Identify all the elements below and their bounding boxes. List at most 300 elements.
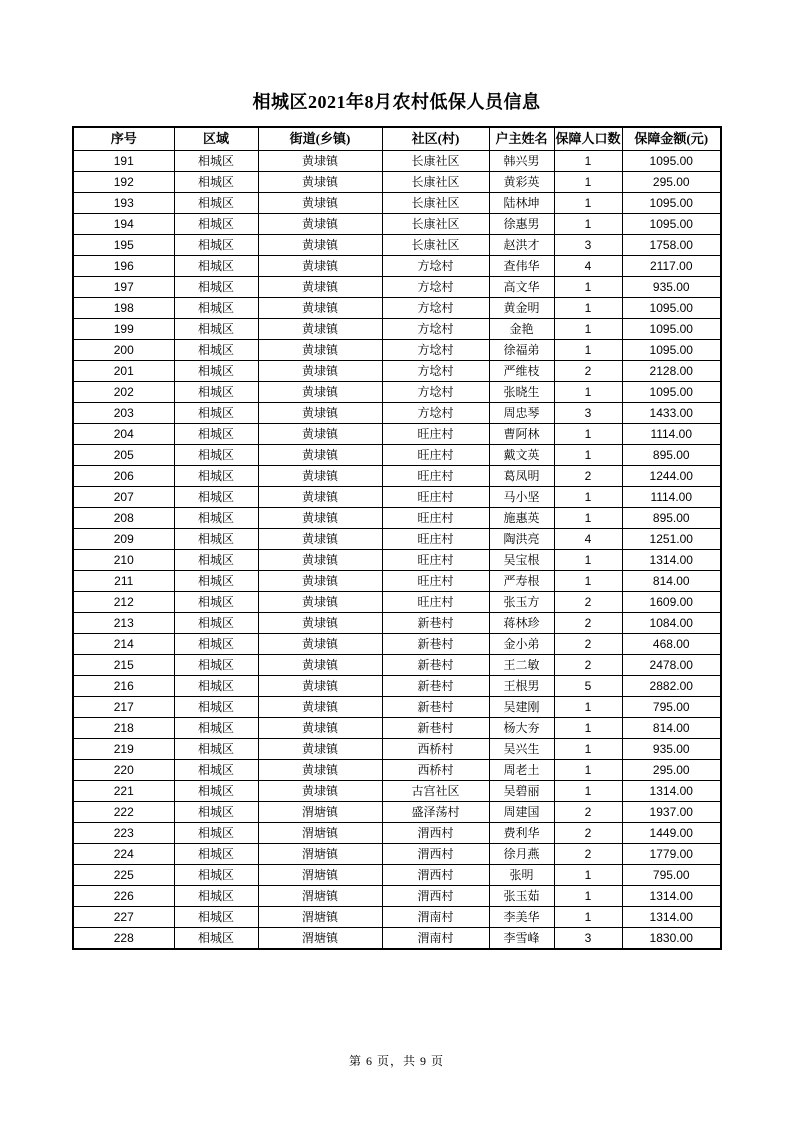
- table-cell: 2: [554, 613, 622, 634]
- table-cell: 相城区: [174, 277, 258, 298]
- table-cell: 相城区: [174, 613, 258, 634]
- table-row: [73, 571, 721, 592]
- table-cell: 1433.00: [622, 403, 721, 424]
- table-cell: 相城区: [174, 634, 258, 655]
- table-cell: 2478.00: [622, 655, 721, 676]
- table-cell: 1: [554, 907, 622, 928]
- table-cell: 220: [73, 760, 174, 781]
- table-cell: 200: [73, 340, 174, 361]
- table-cell: 2882.00: [622, 676, 721, 697]
- table-cell: 1: [554, 319, 622, 340]
- table-cell: 相城区: [174, 193, 258, 214]
- table-row: [73, 466, 721, 487]
- table-cell: 查伟华: [489, 256, 554, 277]
- table-row: [73, 844, 721, 865]
- table-cell: 渭塘镇: [258, 802, 382, 823]
- table-cell: 1095.00: [622, 214, 721, 235]
- table-cell: 王二敏: [489, 655, 554, 676]
- table-cell: 203: [73, 403, 174, 424]
- table-cell: 198: [73, 298, 174, 319]
- table-cell: 193: [73, 193, 174, 214]
- column-header-covered-population: 保障人口数: [554, 127, 622, 151]
- table-cell: 黄埭镇: [258, 298, 382, 319]
- table-cell: 相城区: [174, 487, 258, 508]
- table-row: [73, 487, 721, 508]
- table-row: [73, 172, 721, 193]
- table-row: [73, 865, 721, 886]
- table-row: [73, 928, 721, 950]
- table-cell: 相城区: [174, 550, 258, 571]
- table-row: [73, 907, 721, 928]
- table-row: [73, 781, 721, 802]
- table-row: [73, 235, 721, 256]
- table-cell: 黄埭镇: [258, 508, 382, 529]
- table-cell: 蒋林珍: [489, 613, 554, 634]
- table-cell: 黄埭镇: [258, 214, 382, 235]
- table-cell: 相城区: [174, 718, 258, 739]
- table-row: [73, 424, 721, 445]
- table-cell: 费利华: [489, 823, 554, 844]
- table-cell: 1: [554, 382, 622, 403]
- table-cell: 旺庄村: [382, 550, 489, 571]
- table-cell: 1830.00: [622, 928, 721, 950]
- table-cell: 长康社区: [382, 193, 489, 214]
- table-cell: 吴建刚: [489, 697, 554, 718]
- table-cell: 戴文英: [489, 445, 554, 466]
- table-cell: 新巷村: [382, 613, 489, 634]
- table-cell: 旺庄村: [382, 445, 489, 466]
- table-cell: 210: [73, 550, 174, 571]
- table-row: [73, 802, 721, 823]
- table-cell: 黄埭镇: [258, 340, 382, 361]
- table-cell: 1: [554, 424, 622, 445]
- table-cell: 相城区: [174, 928, 258, 950]
- table-cell: 217: [73, 697, 174, 718]
- table-cell: 相城区: [174, 466, 258, 487]
- table-cell: 1: [554, 277, 622, 298]
- table-cell: 相城区: [174, 172, 258, 193]
- column-header-village: 社区(村): [382, 127, 489, 151]
- column-header-town: 街道(乡镇): [258, 127, 382, 151]
- table-cell: 895.00: [622, 445, 721, 466]
- table-cell: 1314.00: [622, 886, 721, 907]
- table-cell: 陶洪亮: [489, 529, 554, 550]
- table-cell: 1095.00: [622, 193, 721, 214]
- table-cell: 西桥村: [382, 760, 489, 781]
- table-cell: 1937.00: [622, 802, 721, 823]
- table-row: [73, 319, 721, 340]
- table-cell: 1: [554, 697, 622, 718]
- table-cell: 杨大夯: [489, 718, 554, 739]
- table-cell: 黄埭镇: [258, 571, 382, 592]
- table-cell: 1: [554, 718, 622, 739]
- table-cell: 1114.00: [622, 487, 721, 508]
- table-cell: 吴宝根: [489, 550, 554, 571]
- table-cell: 黄埭镇: [258, 193, 382, 214]
- table-cell: 2: [554, 844, 622, 865]
- table-cell: 黄埭镇: [258, 361, 382, 382]
- table-cell: 盛泽荡村: [382, 802, 489, 823]
- table-cell: 黄埭镇: [258, 151, 382, 172]
- table-cell: 相城区: [174, 508, 258, 529]
- table-cell: 黄埭镇: [258, 676, 382, 697]
- table-row: [73, 298, 721, 319]
- table-cell: 张明: [489, 865, 554, 886]
- table-cell: 新巷村: [382, 718, 489, 739]
- table-cell: 895.00: [622, 508, 721, 529]
- table-row: [73, 634, 721, 655]
- table-cell: 严维枝: [489, 361, 554, 382]
- page-title: 相城区2021年8月农村低保人员信息: [252, 92, 541, 112]
- table-cell: 黄埭镇: [258, 592, 382, 613]
- table-cell: 长康社区: [382, 151, 489, 172]
- table-cell: 周忠琴: [489, 403, 554, 424]
- table-cell: 李美华: [489, 907, 554, 928]
- table-cell: 1: [554, 571, 622, 592]
- table-cell: 王根男: [489, 676, 554, 697]
- table-cell: 1: [554, 550, 622, 571]
- table-cell: 吴碧丽: [489, 781, 554, 802]
- table-cell: 渭塘镇: [258, 823, 382, 844]
- table-cell: 方埝村: [382, 277, 489, 298]
- table-cell: 224: [73, 844, 174, 865]
- table-cell: 204: [73, 424, 174, 445]
- table-header-row: [73, 127, 721, 151]
- table-cell: 张玉茹: [489, 886, 554, 907]
- table-cell: 黄埭镇: [258, 277, 382, 298]
- table-cell: 旺庄村: [382, 424, 489, 445]
- table-cell: 1: [554, 340, 622, 361]
- table-cell: 1449.00: [622, 823, 721, 844]
- table-row: [73, 340, 721, 361]
- table-row: [73, 592, 721, 613]
- table-cell: 金艳: [489, 319, 554, 340]
- table-row: [73, 214, 721, 235]
- table-cell: 相城区: [174, 844, 258, 865]
- table-cell: 黄埭镇: [258, 697, 382, 718]
- table-cell: 曹阿林: [489, 424, 554, 445]
- table-cell: 相城区: [174, 865, 258, 886]
- table-cell: 1095.00: [622, 319, 721, 340]
- table-row: [73, 697, 721, 718]
- table-cell: 1: [554, 151, 622, 172]
- table-cell: 新巷村: [382, 676, 489, 697]
- table-cell: 2: [554, 655, 622, 676]
- table-cell: 216: [73, 676, 174, 697]
- table-cell: 1095.00: [622, 382, 721, 403]
- table-cell: 1609.00: [622, 592, 721, 613]
- table-row: [73, 823, 721, 844]
- table-cell: 3: [554, 403, 622, 424]
- table-cell: 渭塘镇: [258, 907, 382, 928]
- table-cell: 相城区: [174, 823, 258, 844]
- table-cell: 相城区: [174, 781, 258, 802]
- table-cell: 相城区: [174, 592, 258, 613]
- table-cell: 相城区: [174, 886, 258, 907]
- column-header-index: 序号: [73, 127, 174, 151]
- table-cell: 2: [554, 592, 622, 613]
- table-cell: 2117.00: [622, 256, 721, 277]
- table-cell: 徐福弟: [489, 340, 554, 361]
- table-cell: 黄埭镇: [258, 550, 382, 571]
- table-cell: 方埝村: [382, 256, 489, 277]
- column-header-amount: 保障金额(元): [622, 127, 721, 151]
- table-row: [73, 508, 721, 529]
- table-cell: 4: [554, 529, 622, 550]
- table-cell: 219: [73, 739, 174, 760]
- table-cell: 西桥村: [382, 739, 489, 760]
- table-cell: 214: [73, 634, 174, 655]
- table-cell: 吴兴生: [489, 739, 554, 760]
- table-cell: 222: [73, 802, 174, 823]
- table-cell: 1244.00: [622, 466, 721, 487]
- table-cell: 相城区: [174, 571, 258, 592]
- table-cell: 295.00: [622, 760, 721, 781]
- table-row: [73, 277, 721, 298]
- table-cell: 211: [73, 571, 174, 592]
- table-cell: 2128.00: [622, 361, 721, 382]
- table-cell: 相城区: [174, 529, 258, 550]
- table-row: [73, 550, 721, 571]
- table-cell: 黄金明: [489, 298, 554, 319]
- table-cell: 旺庄村: [382, 529, 489, 550]
- table-cell: 黄彩英: [489, 172, 554, 193]
- table-row: [73, 193, 721, 214]
- table-cell: 方埝村: [382, 340, 489, 361]
- table-cell: 1758.00: [622, 235, 721, 256]
- table-cell: 2: [554, 466, 622, 487]
- table-cell: 周建国: [489, 802, 554, 823]
- table-row: [73, 529, 721, 550]
- table-cell: 旺庄村: [382, 466, 489, 487]
- table-cell: 渭南村: [382, 928, 489, 950]
- table-cell: 795.00: [622, 697, 721, 718]
- table-row: [73, 613, 721, 634]
- table-cell: 208: [73, 508, 174, 529]
- table-cell: 4: [554, 256, 622, 277]
- table-cell: 旺庄村: [382, 487, 489, 508]
- table-cell: 195: [73, 235, 174, 256]
- table-cell: 方埝村: [382, 403, 489, 424]
- table-cell: 黄埭镇: [258, 487, 382, 508]
- table-cell: 渭西村: [382, 844, 489, 865]
- table-cell: 935.00: [622, 739, 721, 760]
- table-cell: 207: [73, 487, 174, 508]
- table-cell: 黄埭镇: [258, 718, 382, 739]
- table-cell: 1314.00: [622, 907, 721, 928]
- table-row: [73, 655, 721, 676]
- table-cell: 黄埭镇: [258, 403, 382, 424]
- table-cell: 205: [73, 445, 174, 466]
- table-cell: 223: [73, 823, 174, 844]
- table-cell: 213: [73, 613, 174, 634]
- table-cell: 严寿根: [489, 571, 554, 592]
- table-cell: 196: [73, 256, 174, 277]
- table-cell: 3: [554, 928, 622, 950]
- table-cell: 192: [73, 172, 174, 193]
- table-cell: 相城区: [174, 676, 258, 697]
- table-cell: 相城区: [174, 445, 258, 466]
- table-cell: 黄埭镇: [258, 655, 382, 676]
- table-cell: 1114.00: [622, 424, 721, 445]
- table-row: [73, 403, 721, 424]
- table-cell: 马小坚: [489, 487, 554, 508]
- table-body: [73, 151, 721, 950]
- table-cell: 张玉方: [489, 592, 554, 613]
- table-cell: 黄埭镇: [258, 382, 382, 403]
- table-cell: 黄埭镇: [258, 634, 382, 655]
- table-cell: 1314.00: [622, 781, 721, 802]
- table-cell: 渭西村: [382, 823, 489, 844]
- table-cell: 赵洪才: [489, 235, 554, 256]
- table-cell: 相城区: [174, 739, 258, 760]
- table-cell: 相城区: [174, 214, 258, 235]
- table-cell: 795.00: [622, 865, 721, 886]
- table-cell: 相城区: [174, 256, 258, 277]
- table-cell: 渭塘镇: [258, 844, 382, 865]
- table-cell: 韩兴男: [489, 151, 554, 172]
- table-cell: 周老土: [489, 760, 554, 781]
- table-cell: 陆林坤: [489, 193, 554, 214]
- table-cell: 张晓生: [489, 382, 554, 403]
- table-cell: 长康社区: [382, 172, 489, 193]
- table-cell: 旺庄村: [382, 571, 489, 592]
- table-cell: 相城区: [174, 298, 258, 319]
- table-cell: 1: [554, 508, 622, 529]
- table-cell: 2: [554, 802, 622, 823]
- table-cell: 228: [73, 928, 174, 950]
- table-cell: 新巷村: [382, 634, 489, 655]
- table-cell: 1095.00: [622, 298, 721, 319]
- table-cell: 295.00: [622, 172, 721, 193]
- table-cell: 814.00: [622, 718, 721, 739]
- table-cell: 212: [73, 592, 174, 613]
- table-cell: 黄埭镇: [258, 466, 382, 487]
- table-cell: 李雪峰: [489, 928, 554, 950]
- table-cell: 194: [73, 214, 174, 235]
- table-cell: 2: [554, 823, 622, 844]
- column-header-district: 区域: [174, 127, 258, 151]
- table-cell: 209: [73, 529, 174, 550]
- table-cell: 黄埭镇: [258, 235, 382, 256]
- table-cell: 5: [554, 676, 622, 697]
- table-cell: 202: [73, 382, 174, 403]
- table-cell: 方埝村: [382, 319, 489, 340]
- table-row: [73, 256, 721, 277]
- table-cell: 1095.00: [622, 340, 721, 361]
- table-cell: 468.00: [622, 634, 721, 655]
- table-cell: 新巷村: [382, 697, 489, 718]
- table-cell: 1: [554, 781, 622, 802]
- table-row: [73, 718, 721, 739]
- data-table: [72, 126, 722, 950]
- table-cell: 新巷村: [382, 655, 489, 676]
- table-cell: 3: [554, 235, 622, 256]
- table-cell: 206: [73, 466, 174, 487]
- table-cell: 相城区: [174, 697, 258, 718]
- table-cell: 黄埭镇: [258, 319, 382, 340]
- table-cell: 高文华: [489, 277, 554, 298]
- table-row: [73, 739, 721, 760]
- table-cell: 黄埭镇: [258, 529, 382, 550]
- table-cell: 199: [73, 319, 174, 340]
- table-row: [73, 151, 721, 172]
- table-row: [73, 760, 721, 781]
- table-cell: 渭西村: [382, 886, 489, 907]
- table-row: [73, 382, 721, 403]
- table-cell: 徐惠男: [489, 214, 554, 235]
- column-header-householder-name: 户主姓名: [489, 127, 554, 151]
- table-cell: 1779.00: [622, 844, 721, 865]
- table-cell: 1: [554, 886, 622, 907]
- table-cell: 黄埭镇: [258, 424, 382, 445]
- page-footer: 第 6 页，共 9 页: [348, 1054, 444, 1068]
- table-row: [73, 445, 721, 466]
- table-cell: 1: [554, 445, 622, 466]
- table-cell: 1251.00: [622, 529, 721, 550]
- table-cell: 相城区: [174, 319, 258, 340]
- table-cell: 渭塘镇: [258, 886, 382, 907]
- table-cell: 1: [554, 865, 622, 886]
- table-cell: 相城区: [174, 907, 258, 928]
- table-cell: 226: [73, 886, 174, 907]
- table-cell: 相城区: [174, 340, 258, 361]
- table-cell: 1: [554, 214, 622, 235]
- table-cell: 相城区: [174, 361, 258, 382]
- table-cell: 1: [554, 739, 622, 760]
- table-cell: 金小弟: [489, 634, 554, 655]
- table-cell: 2: [554, 361, 622, 382]
- table-cell: 1: [554, 487, 622, 508]
- table-cell: 黄埭镇: [258, 256, 382, 277]
- table-cell: 1314.00: [622, 550, 721, 571]
- table-row: [73, 676, 721, 697]
- table-cell: 方埝村: [382, 382, 489, 403]
- table-cell: 1: [554, 193, 622, 214]
- table-cell: 黄埭镇: [258, 760, 382, 781]
- table-cell: 旺庄村: [382, 508, 489, 529]
- table-cell: 215: [73, 655, 174, 676]
- table-cell: 相城区: [174, 760, 258, 781]
- table-cell: 古宫社区: [382, 781, 489, 802]
- table-cell: 方埝村: [382, 298, 489, 319]
- table-row: [73, 361, 721, 382]
- table-cell: 1: [554, 172, 622, 193]
- table-cell: 黄埭镇: [258, 172, 382, 193]
- table-cell: 相城区: [174, 403, 258, 424]
- table-cell: 225: [73, 865, 174, 886]
- table-cell: 191: [73, 151, 174, 172]
- table-cell: 1: [554, 298, 622, 319]
- table-cell: 徐月燕: [489, 844, 554, 865]
- table-cell: 旺庄村: [382, 592, 489, 613]
- table-cell: 葛凤明: [489, 466, 554, 487]
- table-row: [73, 886, 721, 907]
- table-cell: 黄埭镇: [258, 781, 382, 802]
- table-cell: 227: [73, 907, 174, 928]
- table-cell: 相城区: [174, 235, 258, 256]
- table-cell: 相城区: [174, 424, 258, 445]
- table-cell: 长康社区: [382, 214, 489, 235]
- table-cell: 935.00: [622, 277, 721, 298]
- table-cell: 1095.00: [622, 151, 721, 172]
- table-cell: 相城区: [174, 802, 258, 823]
- table-cell: 施惠英: [489, 508, 554, 529]
- table-cell: 相城区: [174, 655, 258, 676]
- table-cell: 渭南村: [382, 907, 489, 928]
- table-cell: 221: [73, 781, 174, 802]
- table-cell: 黄埭镇: [258, 739, 382, 760]
